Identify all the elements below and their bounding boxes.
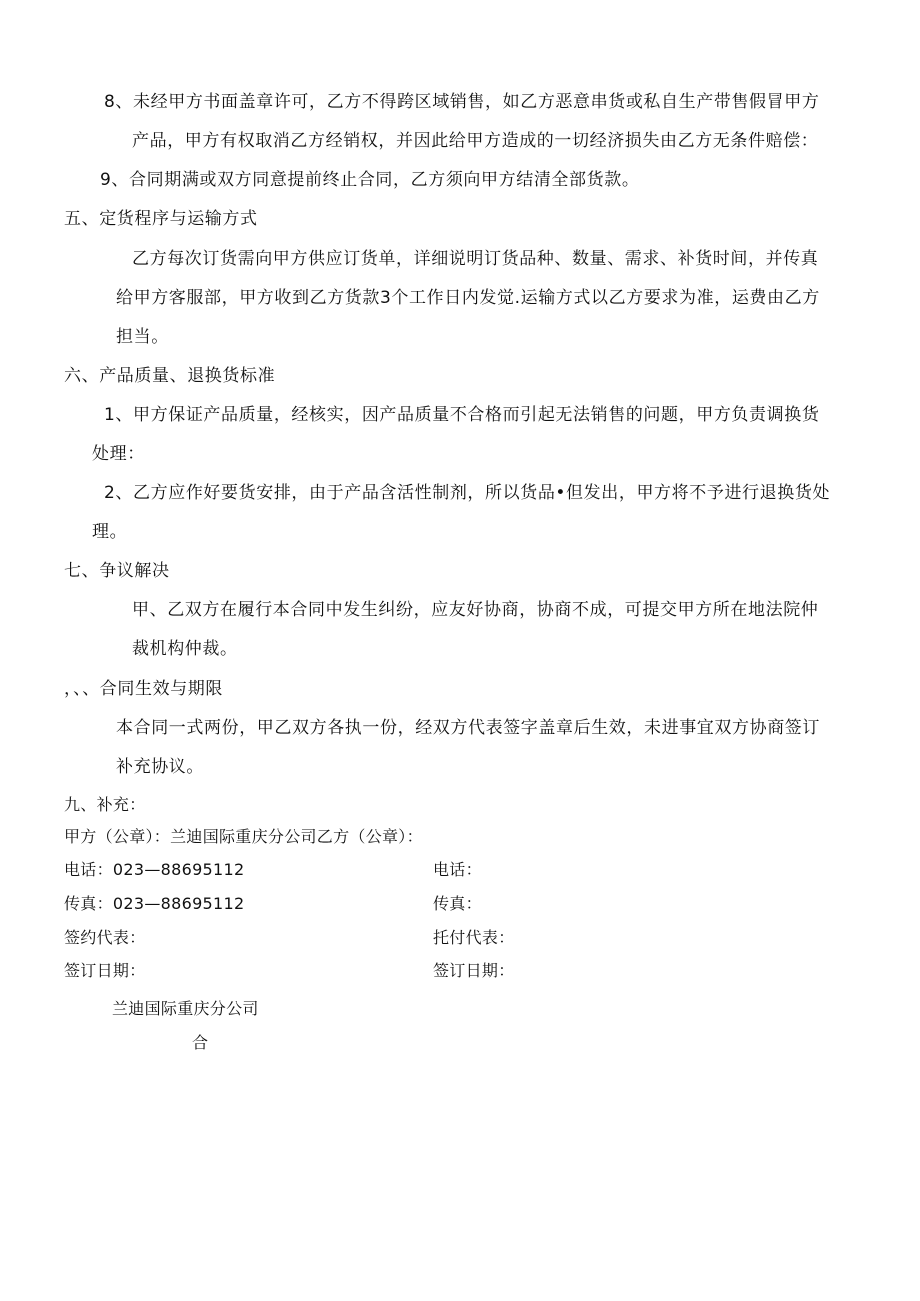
section-8-line2: 补充协议。 xyxy=(116,757,204,777)
party-a-phone: 电话：023—88695112 xyxy=(64,860,245,879)
section-6-item1-line1: 1、甲方保证产品质量，经核实，因产品质量不合格而引起无法销售的问题，甲方负责调换货 xyxy=(104,405,820,425)
section-9-heading: 九、补充： xyxy=(64,795,146,814)
party-b-sign-date: 签订日期： xyxy=(433,961,515,980)
party-b-phone: 电话： xyxy=(433,860,482,879)
section-6-heading: 六、产品质量、退换货标准 xyxy=(64,366,276,386)
section-6-item1-line2: 处理： xyxy=(92,444,145,464)
section-8-line1: 本合同一式两份，甲乙双方各执一份，经双方代表签字盖章后生效，未进事宜双方协商签订 xyxy=(116,718,820,738)
section-7-heading: 七、争议解决 xyxy=(64,561,170,581)
party-a-sign-date: 签订日期： xyxy=(64,961,146,980)
party-a-fax: 传真：023—88695112 xyxy=(64,894,245,913)
section-6-item2-line1: 2、乙方应作好要货安排，由于产品含活性制剂，所以货品•但发出，甲方将不予进行退换货处 xyxy=(104,483,831,503)
section-8-heading: ，、、合同生效与期限 xyxy=(64,679,223,699)
section-5-line1: 乙方每次订货需向甲方供应订货单，详细说明订货品种、数量、需求、补货时间，并传真 xyxy=(132,249,819,269)
footer-company: 兰迪国际重庆分公司 xyxy=(112,999,259,1018)
clause-8-line2: 产品，甲方有权取消乙方经销权，并因此给甲方造成的一切经济损失由乙方无条件赔偿： xyxy=(132,131,819,151)
section-5-line3: 担当。 xyxy=(116,327,169,347)
section-5-heading: 五、定货程序与运输方式 xyxy=(64,209,258,229)
party-b-fax: 传真： xyxy=(433,894,482,913)
clause-8-line1: 8、未经甲方书面盖章许可，乙方不得跨区域销售，如乙方恶意串货或私自生产带售假冒甲方 xyxy=(104,92,820,112)
party-a-representative: 签约代表： xyxy=(64,928,146,947)
party-b-representative: 托付代表： xyxy=(433,928,515,947)
clause-9: 9、合同期满或双方同意提前终止合同，乙方须向甲方结清全部货款。 xyxy=(100,170,640,190)
section-7-line1: 甲、乙双方在履行本合同中发生纠纷，应友好协商，协商不成，可提交甲方所在地法院仲 xyxy=(132,600,819,620)
section-6-item2-line2: 理。 xyxy=(92,522,128,542)
party-stamp-line: 甲方（公章）：兰迪国际重庆分公司乙方（公章）： xyxy=(64,827,423,846)
section-7-line2: 裁机构仲裁。 xyxy=(132,639,238,659)
section-5-line2: 给甲方客服部，甲方收到乙方货款3个工作日内发觉.运输方式以乙方要求为准，运费由乙方 xyxy=(116,288,820,308)
footer-word: 合 xyxy=(192,1033,209,1052)
